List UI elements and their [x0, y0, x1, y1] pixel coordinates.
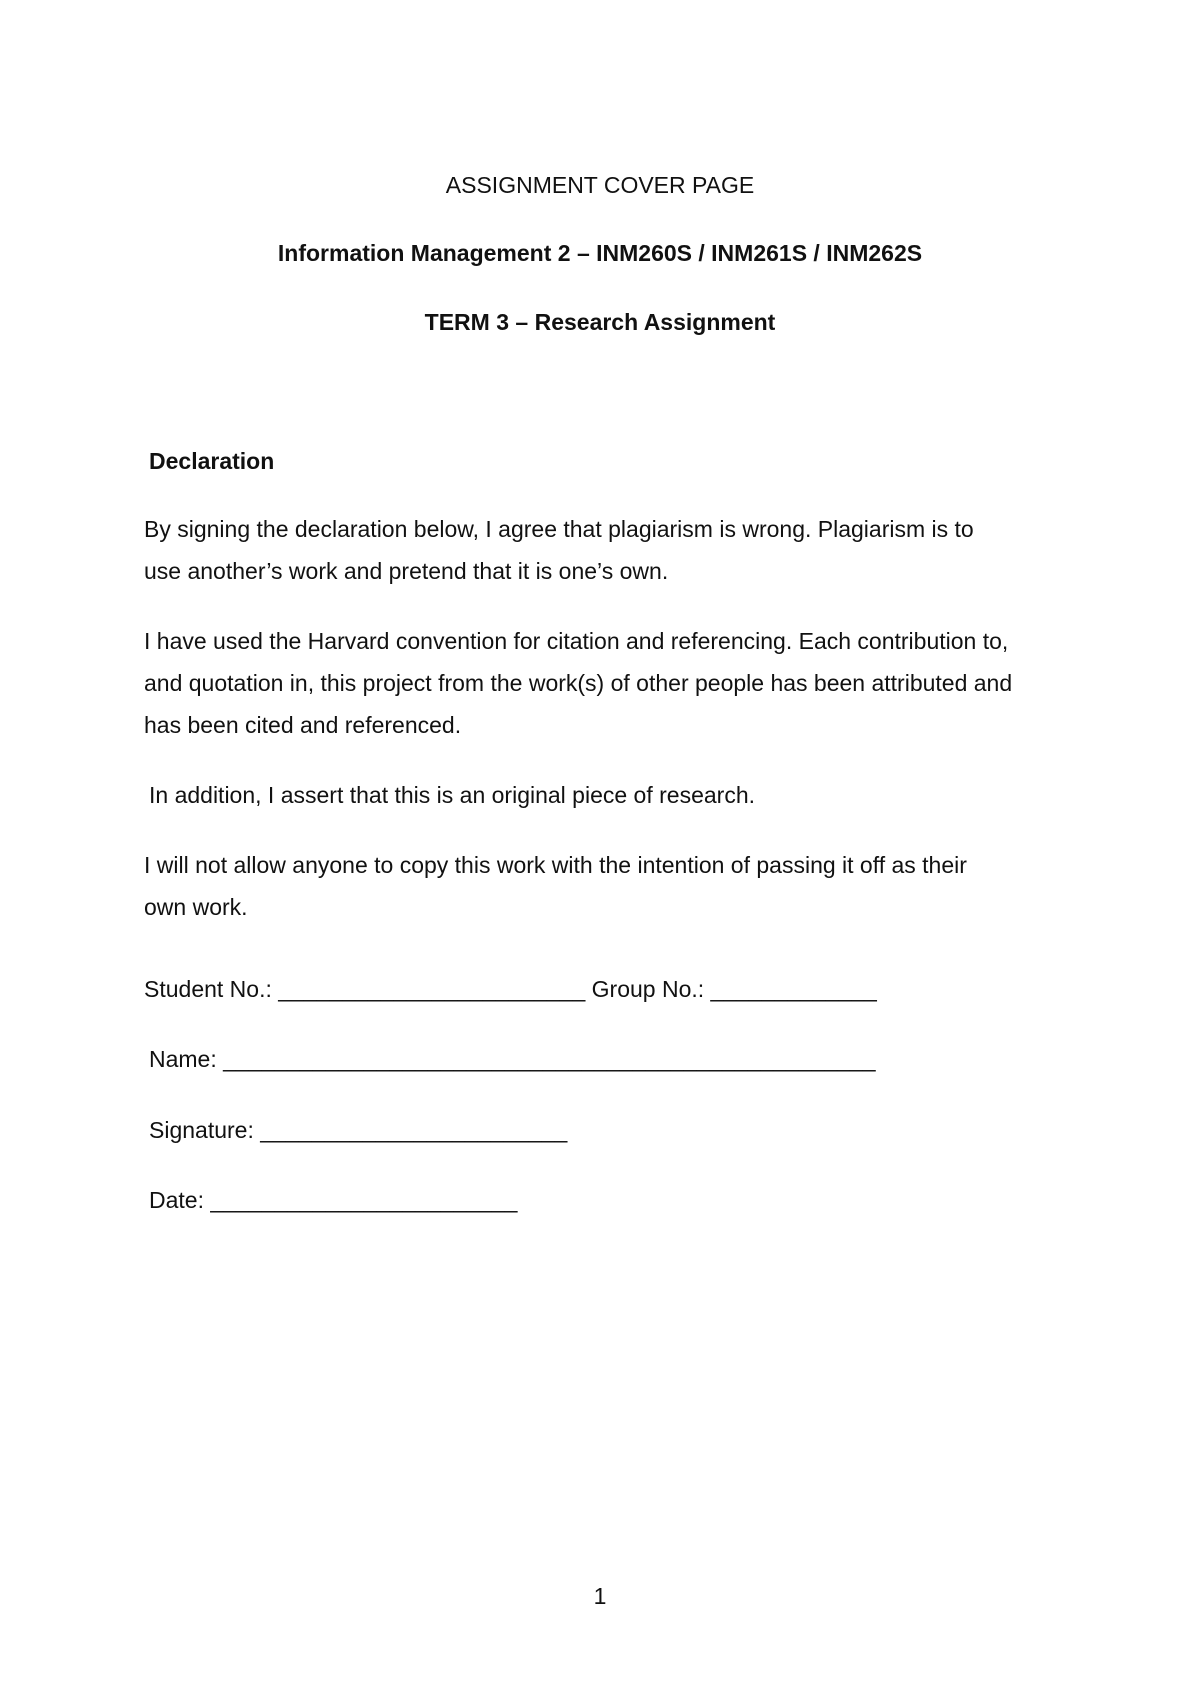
date-field[interactable]: ________________________: [210, 1187, 518, 1213]
name-label: Name:: [149, 1046, 217, 1072]
declaration-heading: Declaration: [149, 448, 275, 474]
declaration-para1-line2: use another’s work and pretend that it is one’s own.: [144, 558, 669, 584]
declaration-para2-line1: I have used the Harvard convention for citation and referencing. Each contribution to,: [144, 628, 1009, 654]
declaration-para1-line1: By signing the declaration below, I agree that plagiarism is wrong. Plagiarism is to: [144, 516, 974, 542]
signature-row: [149, 1114, 567, 1146]
declaration-para4-line1: I will not allow anyone to copy this work with the intention of passing it off as their: [144, 852, 967, 878]
term-title: TERM 3 – Research Assignment: [424, 309, 776, 335]
declaration-para2-line2: and quotation in, this project from the work(s) of other people has been attributed and: [144, 670, 1013, 696]
group-no-label: Group No.:: [591, 976, 705, 1002]
date-label: Date:: [149, 1187, 204, 1213]
declaration-para4-line2: own work.: [144, 894, 248, 920]
student-no-label: Student No.:: [144, 976, 272, 1002]
course-title: Information Management 2 – INM260S / INM261S / INM262S: [277, 240, 923, 266]
signature-field[interactable]: ________________________: [260, 1117, 568, 1143]
name-field[interactable]: ___________________________________________________: [223, 1046, 876, 1072]
name-row: [149, 1043, 876, 1075]
student-no-field[interactable]: ________________________: [278, 976, 586, 1002]
signature-label: Signature:: [149, 1117, 254, 1143]
group-no-field[interactable]: _____________: [710, 976, 877, 1002]
cover-title: ASSIGNMENT COVER PAGE: [445, 172, 755, 198]
page-number: 1: [593, 1583, 607, 1609]
date-row: [149, 1184, 517, 1216]
student-group-row: [144, 973, 877, 1005]
declaration-para2-line3: has been cited and referenced.: [144, 712, 462, 738]
declaration-para3: In addition, I assert that this is an original piece of research.: [149, 782, 755, 808]
